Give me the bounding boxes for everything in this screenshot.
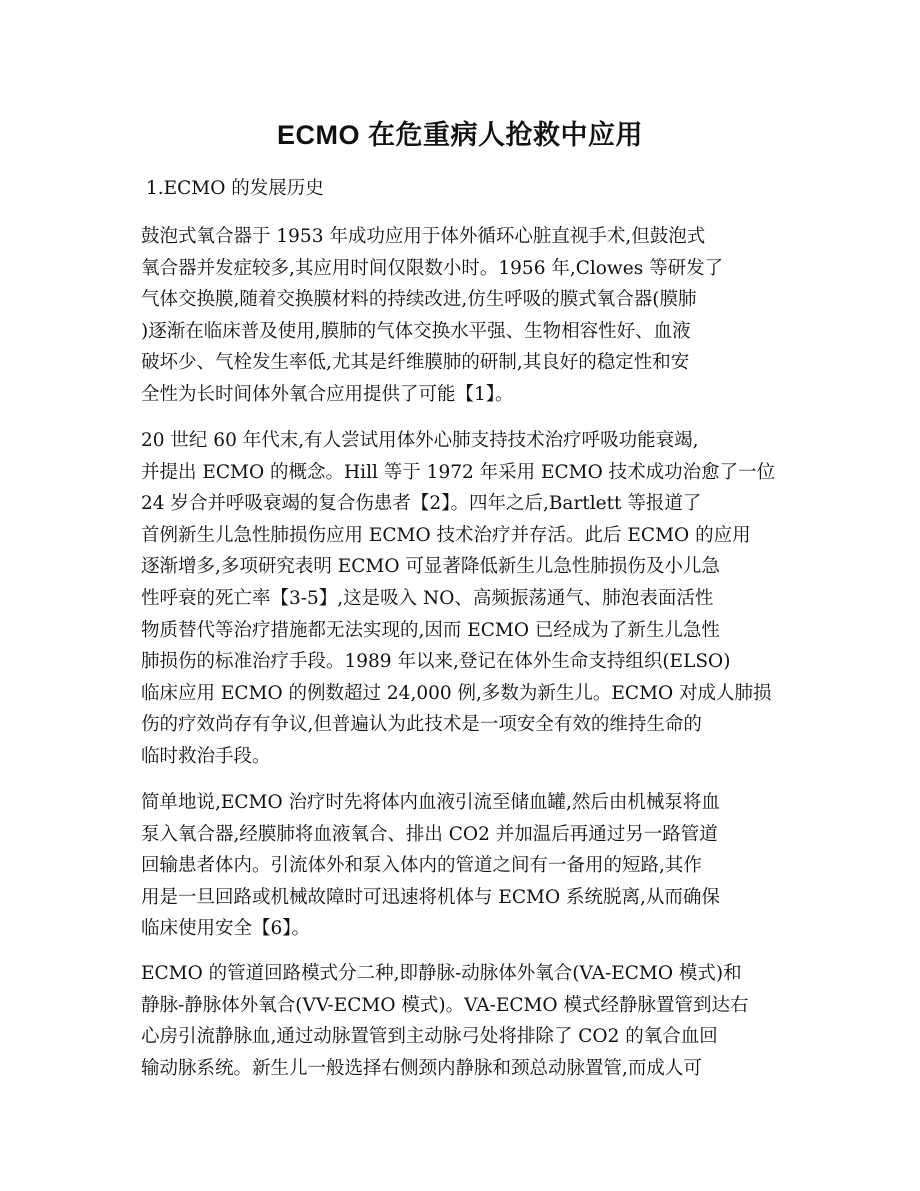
paragraph-line: 破坏少、气栓发生率低,尤其是纤维膜肺的研制,其良好的稳定性和安 — [141, 352, 690, 374]
paragraph-line: )逐渐在临床普及使用,膜肺的气体交换水平强、生物相容性好、血液 — [141, 320, 691, 342]
paragraph-line: 并提出 ECMO 的概念。Hill 等于 1972 年采用 ECMO 技术成功治愈了一位 — [141, 461, 776, 483]
paragraph-line: 肺损伤的标准治疗手段。1989 年以来,登记在体外生命支持组织(ELSO) — [141, 651, 731, 673]
paragraph-line: 静脉-静脉体外氧合(VV-ECMO 模式)。VA-ECMO 模式经静脉置管到达右 — [141, 994, 749, 1016]
paragraph-line: 20 世纪 60 年代末,有人尝试用体外心肺支持技术治疗呼吸功能衰竭, — [141, 430, 699, 451]
paragraph-line: 逐渐增多,多项研究表明 ECMO 可显著降低新生儿急性肺损伤及小儿急 — [141, 556, 720, 578]
paragraph-3 — [141, 787, 781, 945]
paragraph-line: 输动脉系统。新生儿一般选择右侧颈内静脉和颈总动脉置管,而成人可 — [141, 1057, 702, 1079]
paragraph-line: 首例新生儿急性肺损伤应用 ECMO 技术治疗并存活。此后 ECMO 的应用 — [141, 524, 751, 546]
paragraph-line: 鼓泡式氧合器于 1953 年成功应用于体外循环心脏直视手术,但鼓泡式 — [141, 226, 706, 247]
paragraph-line: 全性为长时间体外氧合应用提供了可能【1】。 — [141, 383, 514, 405]
paragraph-line: 气体交换膜,随着交换膜材料的持续改进,仿生呼吸的膜式氧合器(膜肺 — [141, 289, 697, 311]
document-title: ECMO 在危重病人抢救中应用 — [276, 120, 643, 150]
paragraph-line: 临床使用安全【6】。 — [141, 918, 311, 940]
paragraph-4 — [141, 958, 781, 1084]
paragraph-line: 回输患者体内。引流体外和泵入体内的管道之间有一备用的短路,其作 — [141, 855, 702, 877]
paragraph-line: 泵入氧合器,经膜肺将血液氧合、排出 CO2 并加温后再通过另一路管道 — [141, 823, 718, 845]
paragraph-1 — [141, 221, 781, 411]
paragraph-line: 氧合器并发症较多,其应用时间仅限数小时。1956 年,Clowes 等研发了 — [141, 257, 724, 279]
paragraph-line: 伤的疗效尚存有争议,但普遍认为此技术是一项安全有效的维持生命的 — [141, 714, 702, 736]
paragraph-line: 简单地说,ECMO 治疗时先将体内血液引流至储血罐,然后由机械泵将血 — [141, 792, 720, 813]
paragraph-line: 性呼衰的死亡率【3-5】,这是吸入 NO、高频振荡通气、肺泡表面活性 — [141, 587, 714, 609]
paragraph-line: 物质替代等治疗措施都无法实现的,因而 ECMO 已经成为了新生儿急性 — [141, 619, 720, 641]
paragraph-line: 临床应用 ECMO 的例数超过 24,000 例,多数为新生儿。ECMO 对成人肺损 — [141, 682, 772, 704]
paragraph-2 — [141, 425, 781, 773]
paragraph-line: 24 岁合并呼吸衰竭的复合伤患者【2】。四年之后,Bartlett 等报道了 — [141, 493, 702, 515]
paragraph-line: 临时救治手段。 — [141, 745, 271, 767]
paragraph-line: 用是一旦回路或机械故障时可迅速将机体与 ECMO 系统脱离,从而确保 — [141, 886, 720, 908]
section-heading: 1.ECMO 的发展历史 — [146, 178, 324, 199]
paragraph-line: ECMO 的管道回路模式分二种,即静脉-动脉体外氧合(VA-ECMO 模式)和 — [141, 963, 742, 984]
paragraph-line: 心房引流静脉血,通过动脉置管到主动脉弓处将排除了 CO2 的氧合血回 — [141, 1026, 718, 1048]
